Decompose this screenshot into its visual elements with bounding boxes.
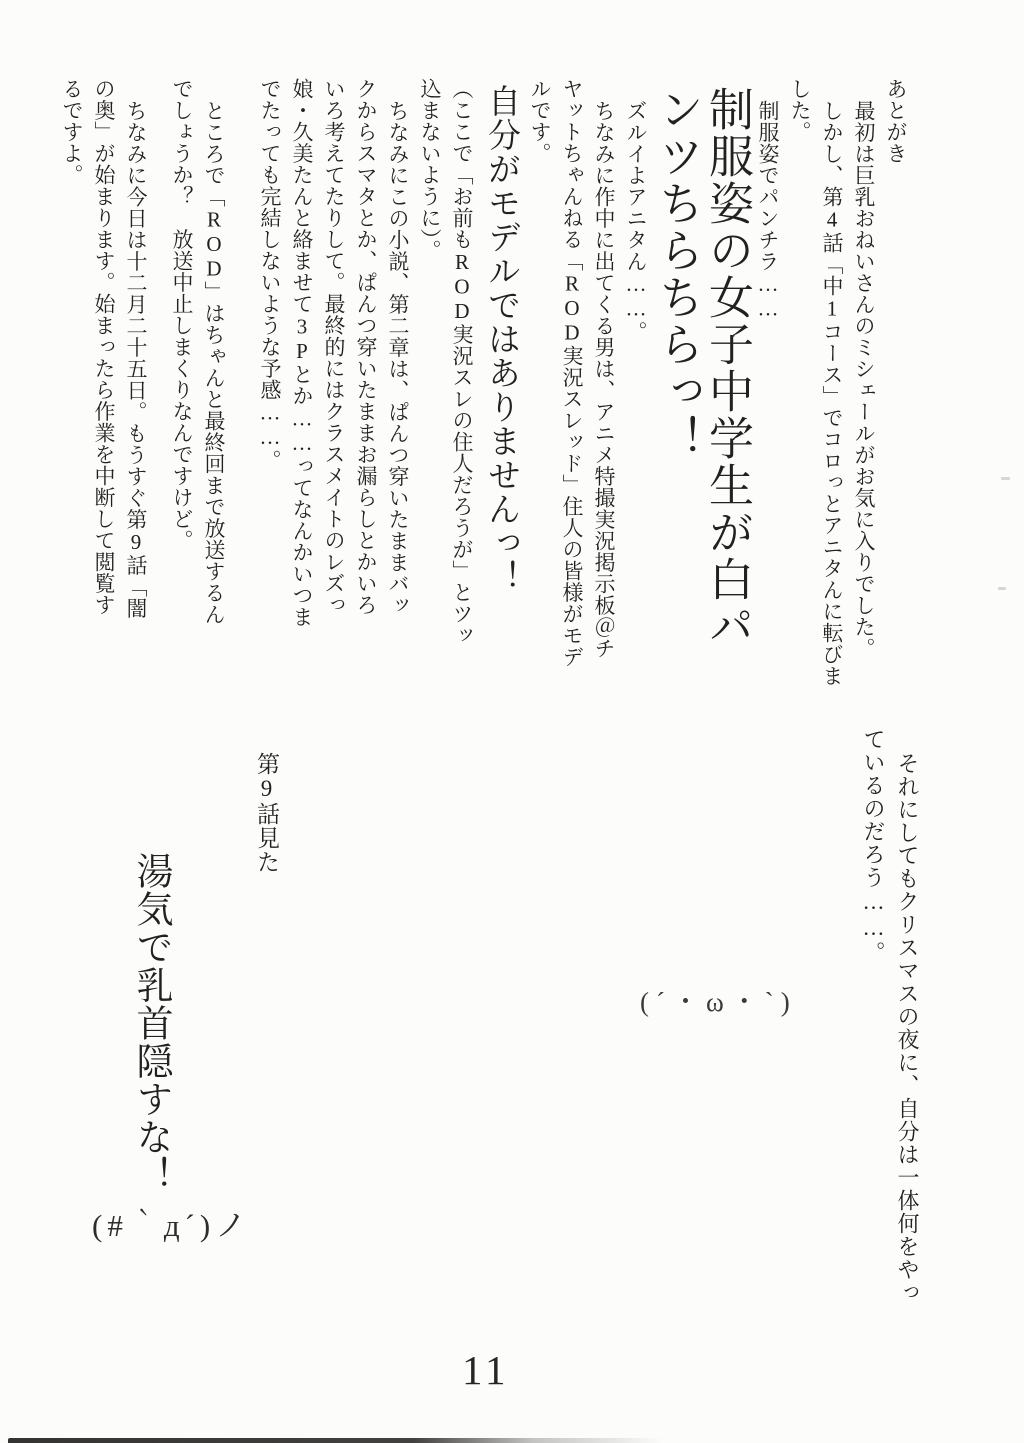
text-column: あとがき [884,78,908,164]
text-column: ルです。 [528,78,552,164]
text-column: ヤットちゃんねる「ROD実況スレッド」住人の皆様がモデ [560,78,584,668]
text-column: 自分がモデルではありませんっ！ [483,84,519,594]
text-column: ちなみに今日は十二月二十五日。もうすぐ第9話「闇 [124,100,148,619]
text-column: 込まないように）。 [418,78,442,261]
afterword-text-block [56,78,920,700]
text-column: した。 [788,78,812,143]
text-column: しかし、第4話「中1コース」でコロっとアニタんに転びま [820,100,844,687]
text-column: 娘・久美たんと絡ませて3Pとか……ってなんかいつま [290,78,314,628]
episode-comment-shout: 湯気で乳首隠すな！ [130,852,171,1194]
text-column: ところで「ROD」はちゃんと最終回まで放送するん [202,100,226,625]
text-column: ちなみにこの小説、第二章は、ぱんつ穿いたままバッ [386,100,410,616]
shobon-emoticon: (´・ω・`) [640,987,797,1017]
angry-emoticon: (#｀д´)ノ [92,1208,252,1243]
episode-comment-lead: 第9話見た [254,752,279,874]
text-column: （ここで「お前もROD実況スレの住人だろうが」とツッ [450,78,474,646]
text-column: でたっても完結しないような予感……。 [258,78,282,471]
scan-speck [998,587,1006,590]
text-column: 最初は巨乳おねいさんのミシェールがお気に入りでした。 [852,100,876,659]
scan-speck [1001,477,1010,480]
page-number: 11 [462,1347,510,1393]
text-column: 制服姿の女子中学生が白パ [702,86,752,650]
text-column: の奥」が始まります。始まったら作業を中断して閲覧す [92,78,116,616]
text-column: るですよ。 [60,78,84,186]
text-column: クからスマタとか、ぱんつ穿いたままお漏らしとかいろ [354,78,378,616]
text-column: でしょうか？ 放送中止しまくりなんですけど。 [170,78,194,551]
text-column: ているのだろう……。 [861,728,886,964]
text-column: ンツちらちらっ！ [652,86,702,462]
scan-artifact-bottom-edge [8,1438,663,1443]
text-column: ちなみに作中に出てくる男は、アニメ特撮実況掲示板＠チ [592,100,616,659]
text-column: いろ考えてたりして。最終的にはクラスメイトのレズっ [322,78,346,616]
musing-text-block [856,728,924,1323]
text-column: それにしてもクリスマスの夜に、自分は一体何をやっ [895,752,920,1304]
text-column: ズルイよアニタん……。 [624,100,648,343]
text-column: 制服姿でパンチラ…… [756,100,780,321]
